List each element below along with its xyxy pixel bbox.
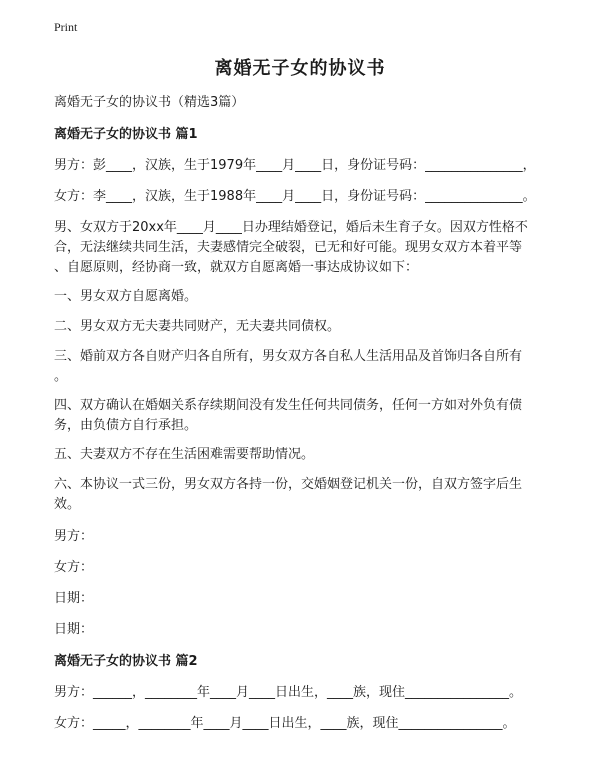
section-heading-1: 离婚无子女的协议书 篇1 — [54, 127, 198, 142]
clause-6-line-2: 效。 — [54, 497, 81, 512]
male-party-info-1: 男方：彭____，汉族，生于1979年____月____日，身份证号码：_______________， — [54, 158, 536, 173]
clause-1: 一、男女双方自愿离婚。 — [54, 289, 198, 304]
clause-4-line-1: 四、双方确认在婚姻关系存续期间没有发生任何共同债务，任何一方如对外负有债 — [54, 398, 523, 413]
signature-male: 男方： — [54, 529, 94, 544]
section-heading-2: 离婚无子女的协议书 篇2 — [54, 654, 198, 669]
clause-2: 二、男女双方无夫妻共同财产，无夫妻共同债权。 — [54, 319, 341, 334]
clause-3-line-1: 三、婚前双方各自财产归各自所有，男女双方各自私人生活用品及首饰归各自所有 — [54, 349, 523, 364]
document-title: 离婚无子女的协议书 — [214, 58, 386, 79]
female-party-info-1: 女方：李____，汉族，生于1988年____月____日，身份证号码：_______________。 — [54, 189, 536, 204]
clause-4-line-2: 务，由负债方自行承担。 — [54, 418, 198, 433]
intro-paragraph-line-1: 男、女双方于20xx年____月____日办理结婚登记，婚后未生育子女。因双方性格不 — [54, 220, 528, 235]
clause-5: 五、夫妻双方不存在生活困难需要帮助情况。 — [54, 447, 315, 462]
female-party-info-2: 女方：_____，________年____月____日出生，____族，现住________________。 — [54, 716, 516, 731]
document-subtitle: 离婚无子女的协议书（精选3篇） — [54, 95, 245, 110]
date-line-2: 日期： — [54, 622, 94, 637]
clause-3-line-2: 。 — [54, 369, 68, 384]
male-party-info-2: 男方：______，________年____月____日出生，____族，现住________________。 — [54, 685, 523, 700]
date-line-1: 日期： — [54, 591, 94, 606]
intro-paragraph-line-3: 、自愿原则，经协商一致，就双方自愿离婚一事达成协议如下： — [54, 260, 419, 275]
print-link[interactable]: Print — [54, 20, 78, 34]
intro-paragraph-line-2: 合，无法继续共同生活，夫妻感情完全破裂，已无和好可能。现男女双方本着平等 — [54, 240, 523, 255]
signature-female: 女方： — [54, 560, 94, 575]
clause-6-line-1: 六、本协议一式三份，男女双方各持一份，交婚姻登记机关一份，自双方签字后生 — [54, 477, 523, 492]
